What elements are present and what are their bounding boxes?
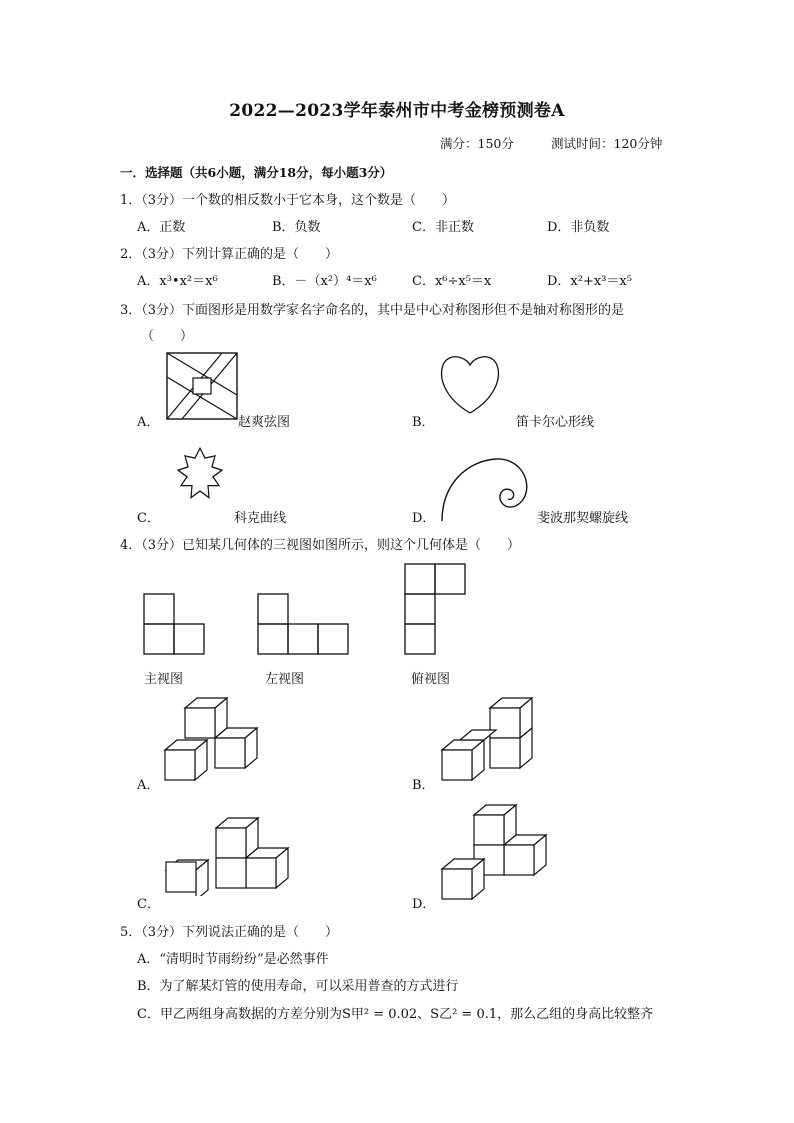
q1-option-c: C．非正数: [412, 220, 474, 235]
koch-curve-figure: [162, 440, 238, 504]
front-view-label: 主视图: [144, 672, 184, 687]
solid-option-b-figure: [438, 696, 538, 784]
question-4-stem: 4．（3分）已知某几何体的三视图如图所示，则这个几何体是（ ）: [120, 538, 521, 553]
q3-option-a-letter: A．: [137, 415, 160, 430]
q3-caption-b: 笛卡尔心形线: [516, 415, 595, 430]
q3-caption-a: 赵爽弦图: [238, 415, 291, 430]
question-1-stem: 1．（3分）一个数的相反数小于它本身，这个数是（ ）: [120, 193, 456, 208]
q4-option-c-letter: C．: [137, 897, 160, 912]
q4-option-a-letter: A．: [137, 778, 160, 793]
q3-option-b-letter: B．: [412, 415, 435, 430]
cardioid-figure: [440, 353, 500, 415]
q1-option-b: B．负数: [272, 220, 321, 235]
zhao-shuang-figure: [166, 352, 238, 420]
q3-option-c-letter: C．: [137, 511, 160, 526]
question-3-stem-cont: （ ）: [141, 329, 194, 344]
q2-option-d: D．x²+x³＝x⁵: [547, 274, 632, 289]
left-view-figure: [256, 592, 350, 656]
q1-option-d: D．非负数: [547, 220, 610, 235]
q5-option-c: C．甲乙两组身高数据的方差分别为S甲² = 0.02、S乙² = 0.1，那么乙组的身高比较整齐: [137, 1007, 654, 1022]
q3-option-d-letter: D．: [412, 511, 436, 526]
test-time: 测试时间：120分钟: [551, 136, 663, 151]
front-view-figure: [142, 592, 206, 656]
fibonacci-spiral-figure: [440, 455, 530, 523]
question-5-stem: 5．（3分）下列说法正确的是（ ）: [120, 925, 339, 940]
q3-caption-d: 斐波那契螺旋线: [537, 511, 629, 526]
q2-option-b: B．－（x²）⁴＝x⁶: [272, 274, 377, 289]
solid-option-d-figure: [438, 803, 558, 903]
left-view-label: 左视图: [265, 672, 305, 687]
q3-caption-c: 科克曲线: [234, 511, 287, 526]
solid-option-c-figure: [160, 816, 296, 896]
q2-option-a: A．x³•x²＝x⁶: [137, 274, 218, 289]
question-2-stem: 2．（3分）下列计算正确的是（ ）: [120, 247, 339, 262]
q4-option-b-letter: B．: [412, 778, 435, 793]
page-title: 2022—2023学年泰州市中考金榜预测卷A: [229, 101, 565, 121]
solid-option-a-figure: [160, 696, 264, 784]
q5-option-a: A．“清明时节雨纷纷”是必然事件: [137, 952, 329, 967]
question-3-stem: 3．（3分）下面图形是用数学家名字命名的，其中是中心对称图形但不是轴对称图形的是: [120, 303, 625, 318]
top-view-figure: [403, 562, 467, 656]
q4-option-d-letter: D．: [412, 897, 436, 912]
full-marks: 满分：150分: [440, 136, 514, 151]
top-view-label: 俯视图: [411, 672, 451, 687]
section-heading: 一．选择题（共6小题，满分18分，每小题3分）: [120, 165, 393, 180]
q1-option-a: A．正数: [137, 220, 186, 235]
q2-option-c: C．x⁶÷x⁵＝x: [412, 274, 492, 289]
q5-option-b: B．为了解某灯管的使用寿命，可以采用普查的方式进行: [137, 979, 459, 994]
